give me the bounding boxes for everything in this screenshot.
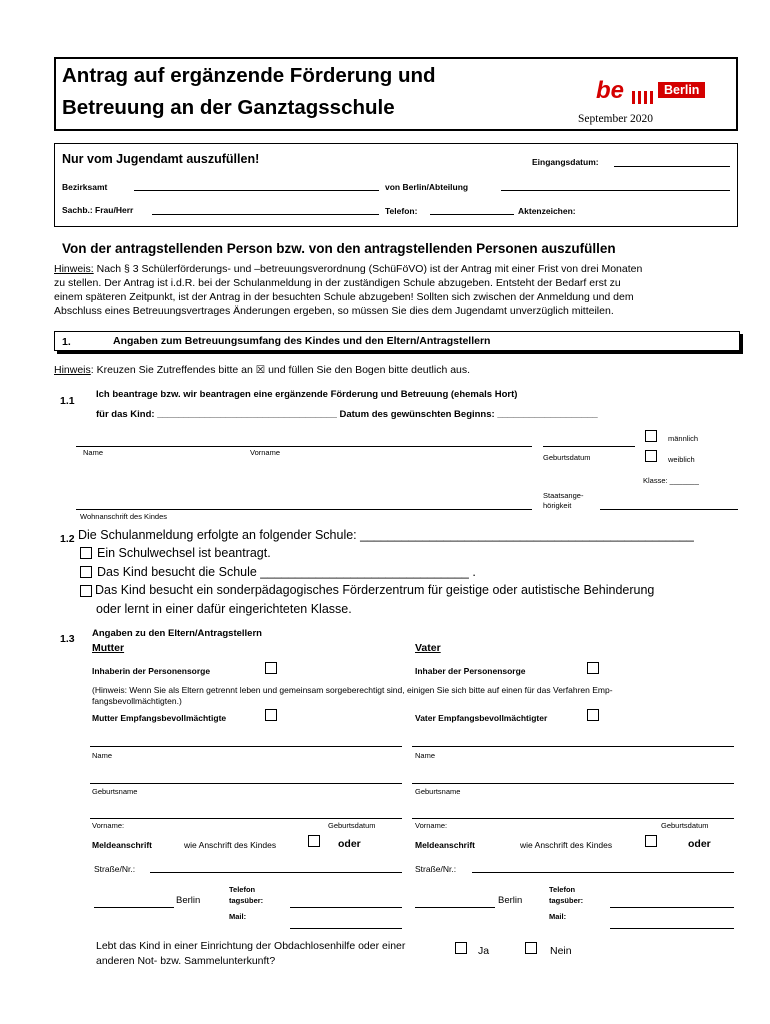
child-geburtsdatum-label: Geburtsdatum [543, 453, 591, 462]
mutter-vorname-field[interactable] [90, 818, 402, 819]
child-name-field[interactable] [76, 446, 532, 447]
inhaberin-label: Inhaberin der Personensorge [92, 666, 211, 676]
schulwechsel-checkbox[interactable] [80, 547, 92, 559]
obdach-ja-checkbox[interactable] [455, 942, 467, 954]
aktenzeichen-label: Aktenzeichen: [518, 206, 576, 216]
wohnanschrift-field[interactable] [76, 509, 532, 510]
vater-geburtsname-field[interactable] [412, 783, 734, 784]
mutter-plz-field[interactable] [94, 907, 174, 908]
foerderzentrum-label-2: oder lernt in einer dafür eingerichteten Klasse. [96, 602, 352, 616]
weiblich-checkbox[interactable] [645, 450, 657, 462]
besucht-schule-label: Das Kind besucht die Schule ______________________________ . [97, 565, 476, 579]
vater-vorname-label: Vorname: [415, 821, 448, 830]
mutter-wie-anschrift-checkbox[interactable] [308, 835, 320, 847]
s12-line1[interactable]: Die Schulanmeldung erfolgte an folgender Schule: ________________________________________________ [78, 528, 694, 542]
form-title-line2: Betreuung an der Ganztagsschule [62, 96, 395, 119]
eingangsdatum-label: Eingangsdatum: [532, 157, 599, 167]
inhaberin-checkbox[interactable] [265, 662, 277, 674]
vater-plz-field[interactable] [415, 907, 495, 908]
mutter-geburtsname-field[interactable] [90, 783, 402, 784]
s11-line1: Ich beantrage bzw. wir beantragen eine ergänzende Förderung und Betreuung (ehemals Hort) [96, 389, 518, 400]
klasse-label: Klasse: _______ [643, 476, 699, 485]
vater-berlin-label: Berlin [498, 895, 523, 906]
applicant-hint-line3: einem späteren Zeitpunkt, ist der Antrag in der besuchten Schule abzugeben! Sollten sich zwischen der Anmeldung und dem [54, 291, 634, 303]
form-title-line1: Antrag auf ergänzende Förderung und [62, 64, 436, 87]
obdach-question-line2: anderen Not- bzw. Sammelunterkunft? [96, 955, 276, 967]
applicant-hint-line2: zu stellen. Der Antrag ist i.d.R. bei der Schulanmeldung in der zuständigen Schule abzugeben. Entsteht der Bedarf erst zu [54, 277, 621, 289]
parents-hint-line2: fangsbevollmächtigten.) [92, 696, 182, 706]
child-name-label: Name [83, 448, 104, 457]
vater-geburtsname-label: Geburtsname [415, 787, 461, 796]
s13-number: 1.3 [60, 633, 75, 645]
s11-line2: für das Kind: __________________________________ Datum des gewünschten Beginns: ___________________ [96, 409, 598, 420]
s12-number: 1.2 [60, 533, 75, 545]
office-heading: Nur vom Jugendamt auszufüllen! [62, 152, 260, 166]
vater-wie-anschrift-label: wie Anschrift des Kindes [520, 840, 613, 850]
s13-heading: Angaben zu den Eltern/Antragstellern [92, 628, 262, 639]
mutter-wie-anschrift-label: wie Anschrift des Kindes [184, 840, 277, 850]
mutter-telefon-field[interactable] [290, 907, 402, 908]
vater-telefon-label-2: tagsüber: [549, 896, 584, 905]
mutter-meldeanschrift-label: Meldeanschrift [92, 840, 152, 850]
vater-name-field[interactable] [412, 746, 734, 747]
applicant-hint-line4: Abschluss eines Betreuungsvertrages Änderungen ergeben, so müssen Sie dies dem Jugendamt unverzüglich mitteilen. [54, 305, 614, 317]
maennlich-checkbox[interactable] [645, 430, 657, 442]
inhaber-checkbox[interactable] [587, 662, 599, 674]
mutter-name-field[interactable] [90, 746, 402, 747]
vater-wie-anschrift-checkbox[interactable] [645, 835, 657, 847]
weiblich-label: weiblich [668, 455, 695, 464]
foerderzentrum-label-1: Das Kind besucht ein sonderpädagogisches Förderzentrum für geistige oder autistische Behinderung [95, 583, 655, 597]
obdach-nein-label: Nein [550, 945, 572, 957]
s11-number: 1.1 [60, 395, 75, 407]
mutter-empf-checkbox[interactable] [265, 709, 277, 721]
section1-hint: Hinweis: Kreuzen Sie Zutreffendes bitte an ☒ und füllen Sie den Bogen bitte deutlich aus. [54, 364, 471, 376]
child-vorname-label: Vorname [250, 448, 281, 457]
mutter-name-label: Name [92, 751, 113, 760]
vater-oder-label: oder [688, 838, 711, 850]
telefon-label: Telefon: [385, 206, 418, 216]
vater-telefon-field[interactable] [610, 907, 734, 908]
vater-strasse-label: Straße/Nr.: [415, 864, 457, 874]
maennlich-label: männlich [668, 434, 699, 443]
vater-heading: Vater [415, 642, 441, 654]
mutter-geburtsdatum-label: Geburtsdatum [328, 821, 376, 830]
vater-empf-checkbox[interactable] [587, 709, 599, 721]
eingangsdatum-field[interactable] [614, 166, 730, 167]
sachbearbeiter-label: Sachb.: Frau/Herr [62, 205, 134, 215]
vater-geburtsdatum-label: Geburtsdatum [661, 821, 709, 830]
mutter-vorname-label: Vorname: [92, 821, 125, 830]
telefon-field[interactable] [430, 214, 514, 215]
vater-strasse-field[interactable] [472, 872, 734, 873]
applicant-hint-line1: Hinweis: Nach § 3 Schülerförderungs- und –betreuungsverordnung (SchüFöVO) ist der Antrag mit einer Frist von drei Monaten [54, 263, 643, 275]
child-geburtsdatum-field[interactable] [543, 446, 635, 447]
besucht-schule-checkbox[interactable] [80, 566, 92, 578]
brandenburg-gate-icon [630, 86, 660, 104]
staatsangehoerigkeit-label-1: Staatsange- [543, 491, 584, 500]
vater-vorname-field[interactable] [412, 818, 734, 819]
section1-number: 1. [62, 336, 71, 348]
mutter-mail-label: Mail: [229, 912, 247, 921]
bezirksamt-field[interactable] [134, 190, 379, 191]
sachbearbeiter-field[interactable] [152, 214, 379, 215]
mutter-telefon-label-2: tagsüber: [229, 896, 264, 905]
vater-name-label: Name [415, 751, 436, 760]
foerderzentrum-checkbox[interactable] [80, 585, 92, 597]
berlin-logo-be: be [596, 77, 625, 104]
mutter-mail-field[interactable] [290, 928, 402, 929]
obdach-nein-checkbox[interactable] [525, 942, 537, 954]
vater-empf-label: Vater Empfangsbevollmächtigter [415, 713, 548, 723]
mutter-telefon-label-1: Telefon [229, 885, 256, 894]
vater-meldeanschrift-label: Meldeanschrift [415, 840, 475, 850]
vater-telefon-label-1: Telefon [549, 885, 576, 894]
mutter-strasse-field[interactable] [150, 872, 402, 873]
applicant-heading: Von der antragstellenden Person bzw. von den antragstellenden Personen auszufüllen [62, 241, 616, 256]
berlin-logo-badge: Berlin [658, 82, 705, 98]
mutter-empf-label: Mutter Empfangsbevollmächtigte [92, 713, 227, 723]
abteilung-field[interactable] [501, 190, 730, 191]
bezirksamt-label: Bezirksamt [62, 182, 108, 192]
staatsangehoerigkeit-field[interactable] [600, 509, 738, 510]
abteilung-label: von Berlin/Abteilung [385, 182, 469, 192]
mutter-strasse-label: Straße/Nr.: [94, 864, 136, 874]
section1-title: Angaben zum Betreuungsumfang des Kindes und den Eltern/Antragstellern [113, 335, 491, 347]
obdach-question-line1: Lebt das Kind in einer Einrichtung der Obdachlosenhilfe oder einer [96, 940, 406, 952]
mutter-geburtsname-label: Geburtsname [92, 787, 138, 796]
mutter-heading: Mutter [92, 642, 125, 654]
form-date: September 2020 [578, 113, 654, 125]
obdach-ja-label: Ja [478, 945, 490, 957]
staatsangehoerigkeit-label-2: hörigkeit [543, 501, 572, 510]
schulwechsel-label: Ein Schulwechsel ist beantragt. [97, 546, 271, 560]
inhaber-label: Inhaber der Personensorge [415, 666, 526, 676]
wohnanschrift-label: Wohnanschrift des Kindes [80, 512, 167, 521]
mutter-oder-label: oder [338, 838, 361, 850]
vater-mail-label: Mail: [549, 912, 567, 921]
parents-hint-line1: (Hinweis: Wenn Sie als Eltern getrennt leben und gemeinsam sorgeberechtigt sind, einigen Sie sich bitte auf einen für das Verfahren Emp- [92, 685, 613, 695]
vater-mail-field[interactable] [610, 928, 734, 929]
mutter-berlin-label: Berlin [176, 895, 201, 906]
